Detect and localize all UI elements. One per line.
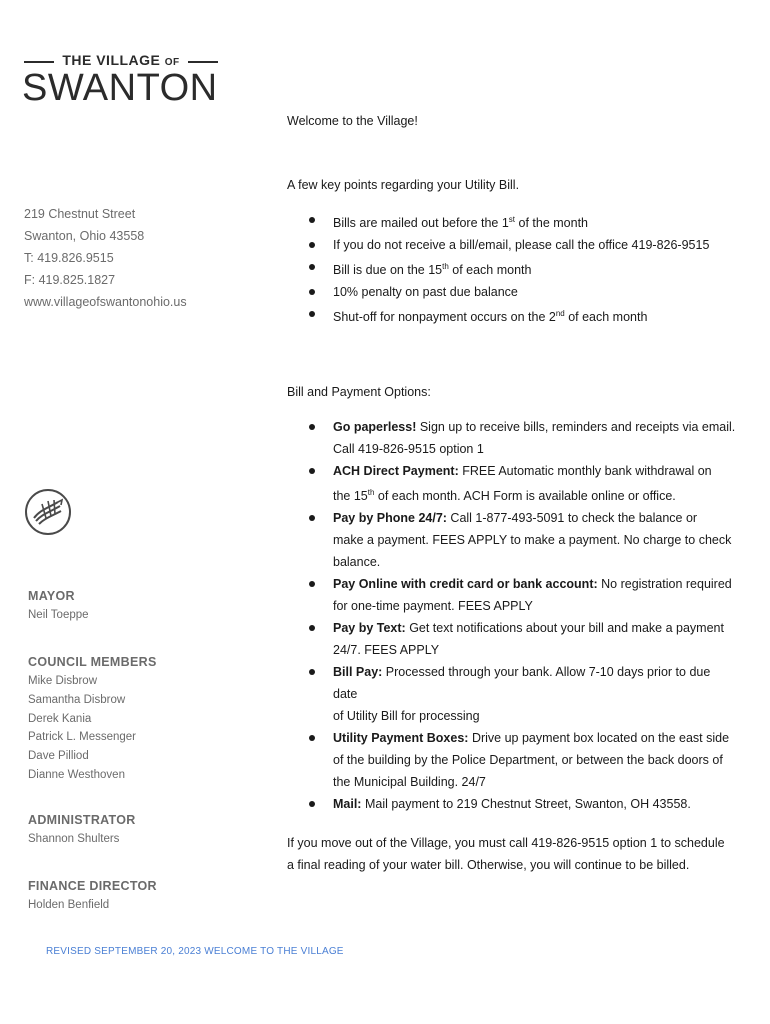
list-item: Shut-off for nonpayment occurs on the 2nd of each month (287, 303, 747, 328)
list-item: Utility Payment Boxes: Drive up payment box located on the east side of the building by the Police Department, or between the back doors of the Municipal Building. 24/7 (287, 727, 737, 793)
mayor-name: Neil Toeppe (28, 609, 89, 621)
list-item: Pay Online with credit card or bank account: No registration required for one-time payment. FEES APPLY (287, 573, 737, 617)
closing-paragraph: If you move out of the Village, you must call 419-826-9515 option 1 to schedule a final reading of your water bill. Otherwise, you will continue to be billed. (287, 836, 725, 872)
list-item: Bills are mailed out before the 1st of the month (287, 209, 747, 234)
logo-swanton: SWANTON (22, 67, 218, 109)
logo-rule-left (24, 61, 54, 63)
contact-block (24, 203, 187, 313)
contact-phone: T: 419.826.9515 (24, 251, 114, 265)
council-member: Derek Kania (28, 712, 92, 725)
list-item: 10% penalty on past due balance (287, 281, 747, 303)
list-item: Go paperless! Sign up to receive bills, reminders and receipts via email. Call 419-826-9515 option 1 (287, 416, 737, 460)
council-title: COUNCIL MEMBERS (28, 655, 157, 669)
list-item: If you do not receive a bill/email, please call the office 419-826-9515 (287, 234, 747, 256)
council-member: Dianne Westhoven (28, 768, 125, 781)
council-member: Mike Disbrow (28, 675, 98, 687)
list-item: Bill Pay: Processed through your bank. Allow 7-10 days prior to due date of Utility Bill for processing (287, 661, 737, 727)
list-item: Bill is due on the 15th of each month (287, 256, 747, 281)
list-item: Pay by Phone 24/7: Call 1-877-493-5091 to check the balance or make a payment. FEES APPLY to make a payment. No charge to check balance. (287, 507, 737, 573)
key-points-list (287, 209, 747, 328)
options-heading: Bill and Payment Options: (287, 385, 431, 399)
administrator-name: Shannon Shulters (28, 833, 120, 845)
village-emblem-icon (24, 488, 72, 536)
welcome-heading: Welcome to the Village! (287, 114, 418, 128)
village-logo (22, 52, 222, 112)
footer-revision: REVISED SEPTEMBER 20, 2023 WELCOME TO THE VILLAGE (46, 946, 344, 957)
contact-website[interactable]: www.villageofswantonohio.us (24, 295, 187, 309)
council-list (28, 672, 136, 785)
council-member: Dave Pilliod (28, 750, 89, 763)
key-points-heading: A few key points regarding your Utility Bill. (287, 178, 520, 192)
logo-rule-right (188, 61, 218, 63)
finance-director-name: Holden Benfield (28, 899, 110, 911)
payment-options-list (287, 416, 737, 815)
list-item: Mail: Mail payment to 219 Chestnut Street, Swanton, OH 43558. (287, 793, 737, 815)
list-item: Pay by Text: Get text notifications about your bill and make a payment 24/7. FEES APPLY (287, 617, 737, 661)
logo-of: OF (164, 57, 180, 68)
contact-street: 219 Chestnut Street (24, 207, 136, 221)
mayor-title: MAYOR (28, 589, 75, 603)
administrator-title: ADMINISTRATOR (28, 813, 136, 827)
council-member: Samantha Disbrow (28, 693, 126, 706)
council-member: Patrick L. Messenger (28, 731, 137, 744)
finance-director-title: FINANCE DIRECTOR (28, 879, 157, 893)
logo-the-village: THE VILLAGE (62, 52, 161, 68)
contact-fax: F: 419.825.1827 (24, 273, 116, 287)
list-item: ACH Direct Payment: FREE Automatic monthly bank withdrawal on the 15th of each month. ACH Form is available online or office. (287, 460, 737, 507)
contact-city: Swanton, Ohio 43558 (24, 229, 145, 243)
